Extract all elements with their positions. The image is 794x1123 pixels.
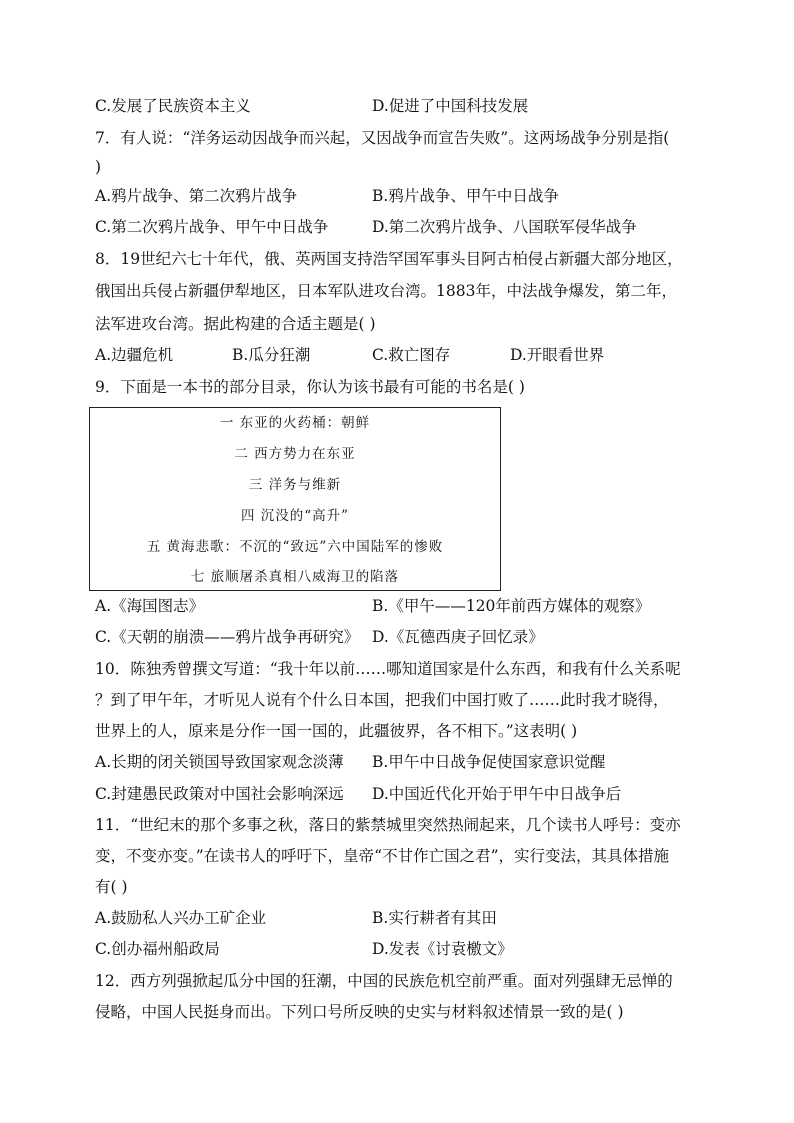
q11-stem-line2: 变，不变亦变。”在读书人的呼吁下，皇帝“不甘作亡国之君”，实行变法，其具体措施 (95, 847, 670, 865)
q9-option-c: C.《天朝的崩溃——鸦片战争再研究》 (95, 628, 360, 646)
toc-entry: 七 旅顺屠杀真相八威海卫的陷落 (190, 569, 400, 585)
q12-stem-line2: 侵略，中国人民挺身而出。下列口号所反映的史实与材料叙述情景一致的是( ) (95, 1003, 624, 1021)
toc-entry: 一 东亚的火药桶：朝鲜 (219, 415, 371, 431)
q12-stem-line1: 12．西方列强掀起瓜分中国的狂潮，中国的民族危机空前严重。面对列强肆无忌惮的 (95, 972, 673, 990)
q8-option-c: C.救亡图存 (372, 346, 451, 364)
toc-entry: 三 洋务与维新 (248, 477, 342, 493)
q7-stem-line1: 7．有人说：“洋务运动因战争而兴起，又因战争而宣告失败”。这两场战争分别是指( (95, 129, 670, 147)
q9-option-a: A.《海国图志》 (95, 597, 205, 615)
q11-option-b: B.实行耕者有其田 (372, 909, 497, 927)
toc-entry: 五 黄海悲歌：不沉的“致远”六中国陆军的惨败 (146, 539, 444, 555)
q8-option-a: A.边疆危机 (95, 346, 174, 364)
q7-option-a: A.鸦片战争、第二次鸦片战争 (95, 187, 298, 205)
q11-stem-line1: 11．“世纪末的那个多事之秋，落日的紫禁城里突然热闹起来，几个读书人呼号：变亦 (95, 816, 681, 834)
q8-option-d: D.开眼看世界 (510, 346, 605, 364)
q9-option-d: D.《瓦德西庚子回忆录》 (372, 628, 544, 646)
q10-stem-line2: ？到了甲午年，才听见人说有个什么日本国，把我们中国打败了……此时我才晓得， (95, 691, 669, 709)
q7-option-b: B.鸦片战争、甲午中日战争 (372, 187, 559, 205)
q10-option-a: A.长期的闭关锁国导致国家观念淡薄 (95, 753, 344, 771)
q8-stem-line2: 俄国出兵侵占新疆伊犁地区，日本军队进攻台湾。1883年，中法战争爆发，第二年， (95, 282, 677, 300)
q7-stem-line2: ) (95, 158, 102, 176)
q10-option-b: B.甲午中日战争促使国家意识觉醒 (372, 753, 606, 771)
q7-option-c: C.第二次鸦片战争、甲午中日战争 (95, 218, 329, 236)
book-table-of-contents (89, 407, 501, 591)
q8-stem-line1: 8．19世纪六七十年代，俄、英两国支持浩罕国军事头目阿古柏侵占新疆大部分地区， (95, 250, 683, 268)
q10-stem-line3: 世界上的人，原来是分作一国一国的，此疆彼界，各不相下。”这表明( ) (95, 722, 578, 740)
q6-option-d: D.促进了中国科技发展 (372, 97, 529, 115)
q11-option-a: A.鼓励私人兴办工矿企业 (95, 909, 267, 927)
q7-option-d: D.第二次鸦片战争、八国联军侵华战争 (372, 218, 637, 236)
q8-option-b: B.瓜分狂潮 (232, 346, 311, 364)
q9-stem: 9．下面是一本书的部分目录，你认为该书最有可能的书名是( ) (95, 378, 525, 396)
toc-entry: 四 沉没的“高升” (240, 508, 350, 524)
q11-option-c: C.创办福州船政局 (95, 940, 220, 958)
q10-stem-line1: 10．陈独秀曾撰文写道：“我十年以前……哪知道国家是什么东西，和我有什么关系呢 (95, 660, 681, 678)
toc-entry: 二 西方势力在东亚 (234, 446, 356, 462)
q8-stem-line3: 法军进攻台湾。据此构建的合适主题是( ) (95, 315, 376, 333)
q6-option-c: C.发展了民族资本主义 (95, 97, 251, 115)
q10-option-c: C.封建愚民政策对中国社会影响深远 (95, 785, 344, 803)
q11-option-d: D.发表《讨袁檄文》 (372, 940, 513, 958)
q10-option-d: D.中国近代化开始于甲午中日战争后 (372, 785, 622, 803)
q11-stem-line3: 有( ) (95, 878, 128, 896)
q9-option-b: B.《甲午——120年前西方媒体的观察》 (372, 597, 651, 615)
